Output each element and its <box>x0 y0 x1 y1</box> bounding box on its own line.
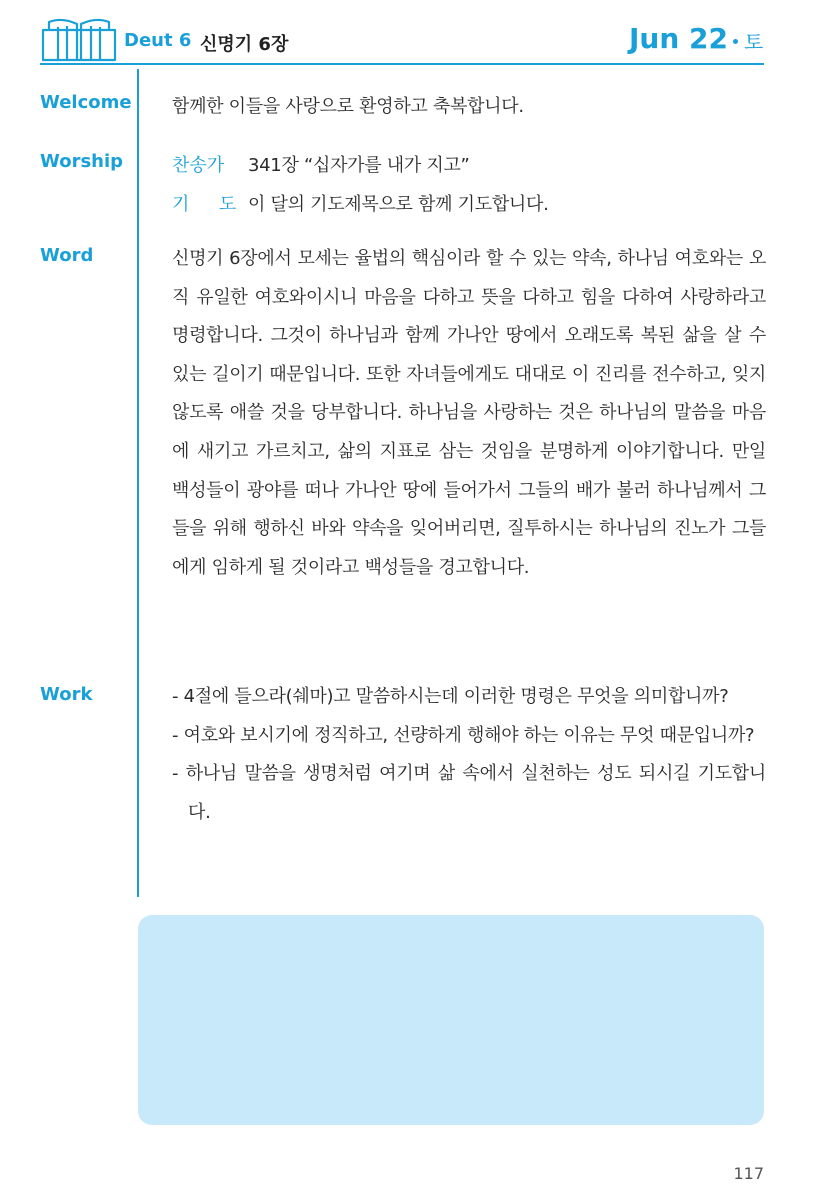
prayer-text: 이 달의 기도제목으로 함께 기도합니다. <box>248 194 549 215</box>
page-number: 117 <box>733 1164 764 1183</box>
work-question-item: - 하나님 말씀을 생명처럼 여기며 삶 속에서 실천하는 성도 되시길 기도합니다. <box>172 763 766 823</box>
separator-dot <box>733 39 738 44</box>
hymn-label: 찬송가 <box>172 155 225 176</box>
welcome-label: Welcome <box>40 92 132 113</box>
header-divider <box>40 63 764 65</box>
worship-label: Worship <box>40 151 124 172</box>
welcome-text: 함께한 이들을 사랑으로 환영하고 축복합니다. <box>172 96 524 117</box>
date-label: Jun 22 <box>629 22 728 55</box>
open-book-icon <box>40 16 118 62</box>
prayer-label: 기 도 <box>172 194 243 215</box>
word-paragraph: 신명기 6장에서 모세는 율법의 핵심이라 할 수 있는 약속, 하나님 여호와는 오직 유일한 여호와이시니 마음을 다하고 뜻을 다하고 힘을 다하여 사랑하라고 명령합니다. 그것이 하나님과 함께 가나안 땅에서 오래도록 복된 삶을 살 수 있는 길이기 때문입니다. 또한 자녀들에게도 대대로 이 진리를 전수하고, 잊지 않도록 애쓸 것을 당부합니다. 하나님을 사랑하는 것은 하나님의 말씀을 마음에 새기고 가르치고, 삶의 지표로 삼는 것임을 분명하게 이야기합니다. 만일 백성들이 광야를 떠나 가나안 땅에 들어가서 그들의 배가 불러 하나님께서 그들을 위해 행하신 바와 약속을 잊어버리면, 질투하시는 하나님의 진노가 그들에게 임하게 될 것이라고 백성들을 경고합니다. <box>172 248 766 578</box>
word-label: Word <box>40 245 94 266</box>
work-label: Work <box>40 684 93 705</box>
note-writing-area[interactable] <box>138 915 764 1125</box>
work-question-list <box>172 678 766 832</box>
vertical-divider <box>137 69 139 897</box>
scripture-reference: Deut 6 <box>124 30 192 51</box>
work-question-item: - 여호와 보시기에 정직하고, 선량하게 행해야 하는 이유는 무엇 때문입니까? <box>172 724 755 746</box>
hymn-text: 341장 “십자가를 내가 지고” <box>248 155 470 176</box>
page-title: 신명기 6장 <box>200 34 289 55</box>
weekday-label: 토 <box>744 30 764 54</box>
work-question-item: - 4절에 들으라(쉐마)고 말씀하시는데 이러한 명령은 무엇을 의미합니까? <box>172 686 729 707</box>
